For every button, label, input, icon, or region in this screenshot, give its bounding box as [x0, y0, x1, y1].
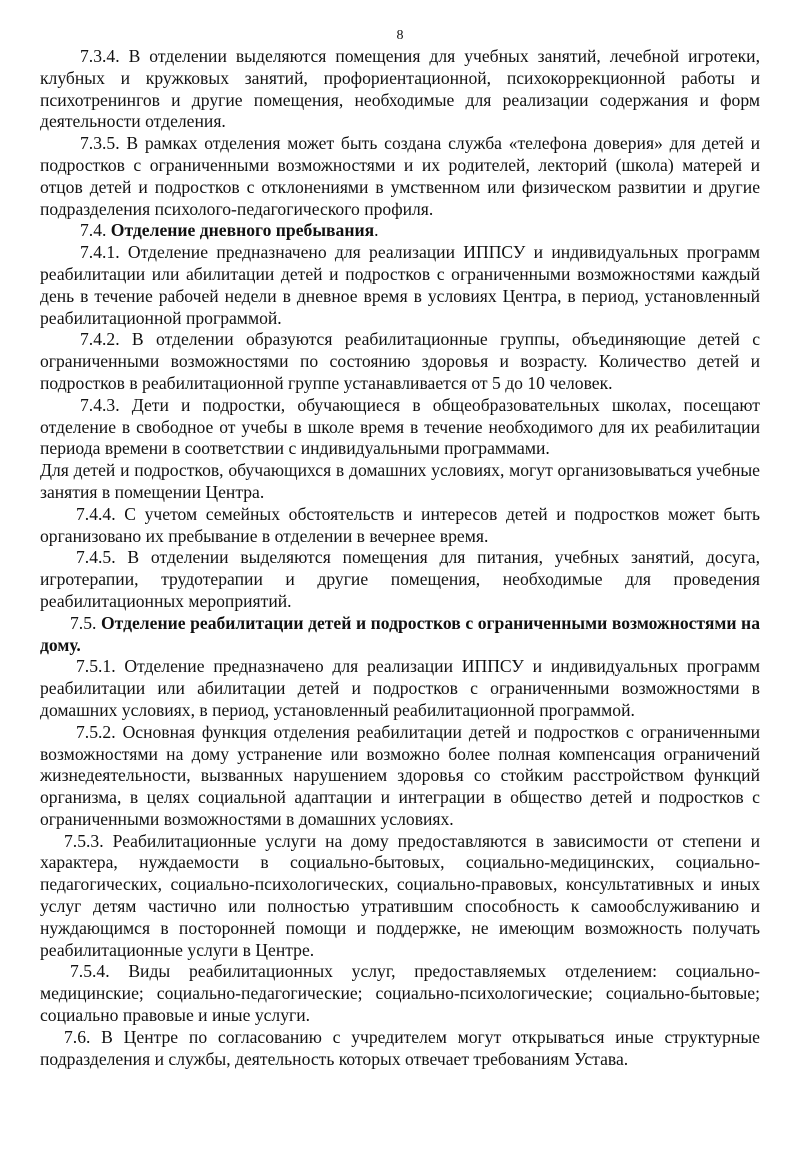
paragraph-7-3-4: 7.3.4. В отделении выделяются помещения для учебных занятий, лечебной игротеки, клубных и кружковых занятий, профориентационной, психокоррекционной работы и психотренингов и другие помещения, необходимые для реализации содержания и форм деятельности отделения. — [40, 46, 760, 132]
paragraph-7-5-4: 7.5.4. Виды реабилитационных услуг, предоставляемых отделением: социально-медицинские; социально-педагогические; социально-психологические; социально-бытовые; социально правовые и иные услуги. — [40, 961, 760, 1026]
paragraph-7-5-3: 7.5.3. Реабилитационные услуги на дому предоставляются в зависимости от степени и характера, нуждаемости в социально-бытовых, социально-медицинских, социально-педагогических, социально-психологических, социально-правовых, консультативных и иных услуг детям частично или полностью утратившим способность к самообслуживанию и нуждающимся в посторонней помощи и поддержке, не имеющим возможность получать реабилитационные услуги в Центре. — [40, 830, 760, 960]
paragraph-7-5-2: 7.5.2. Основная функция отделения реабилитации детей и подростков с ограниченными возможностями на дому устранение или возможно более полная компенсация ограничений жизнедеятельности, вызванных нарушением здоровья со стойким расстройством функций организма, в целях социальной адаптации и интеграции в общество детей и подростков с ограниченными возможностями в домашних условиях. — [40, 721, 760, 829]
paragraph-7-4-1: 7.4.1. Отделение предназначено для реализации ИППСУ и индивидуальных программ реабилитации или абилитации детей и подростков с ограниченными возможностями каждый день в течение рабочей недели в дневное время в условиях Центра, в период, установленный реабилитационной программой. — [40, 242, 760, 328]
section-title: Отделение реабилитации детей и подростков с ограниченными возможностями на дому. — [40, 612, 760, 655]
paragraph-home-schooling: Для детей и подростков, обучающихся в домашних условиях, могут организовываться учебные занятия в помещении Центра. — [40, 460, 760, 502]
paragraph-7-3-5: 7.3.5. В рамках отделения может быть создана служба «телефона доверия» для детей и подростков с ограниченными возможностями и их родителей, лекторий (школа) матерей и отцов детей и подростков с отклонениями в умственном или физическом развитии и другие подразделения психолого-педагогического профиля. — [40, 133, 760, 219]
paragraph-7-4-2: 7.4.2. В отделении образуются реабилитационные группы, объединяющие детей с ограниченными возможностями по состоянию здоровья и возрасту. Количество детей и подростков в реабилитационной группе устанавливается от 5 до 10 человек. — [40, 329, 760, 393]
paragraph-7-4-3: 7.4.3. Дети и подростки, обучающиеся в общеобразовательных школах, посещают отделение в свободное от учебы в школе время в течение необходимого для их реабилитации периода времени в соответствии с индивидуальными программами. — [40, 394, 760, 459]
paragraph-7-5-1: 7.5.1. Отделение предназначено для реализации ИППСУ и индивидуальных программ реабилитации или абилитации детей и подростков с ограниченными возможностями в домашних условиях, в период, установленный реабилитационной программой. — [40, 656, 760, 720]
paragraph-7-4-4: 7.4.4. С учетом семейных обстоятельств и интересов детей и подростков может быть организовано их пребывание в отделении в вечернее время. — [40, 503, 760, 546]
section-title-tail: . — [374, 220, 379, 241]
section-heading-7-4 — [40, 220, 760, 242]
section-title: Отделение дневного пребывания — [110, 220, 375, 241]
paragraph-7-4-5: 7.4.5. В отделении выделяются помещения для питания, учебных занятий, досуга, игротерапии, трудотерапии и другие помещения, необходимые для проведения реабилитационных мероприятий. — [40, 547, 760, 611]
section-number: 7.4. — [80, 220, 107, 241]
paragraph-7-6: 7.6. В Центре по согласованию с учредителем могут открываться иные структурные подразделения и службы, деятельность которых отвечает требованиям Устава. — [40, 1026, 760, 1069]
section-heading-7-5 — [40, 613, 760, 657]
page-number: 8 — [396, 28, 404, 43]
section-number: 7.5. — [70, 612, 97, 633]
